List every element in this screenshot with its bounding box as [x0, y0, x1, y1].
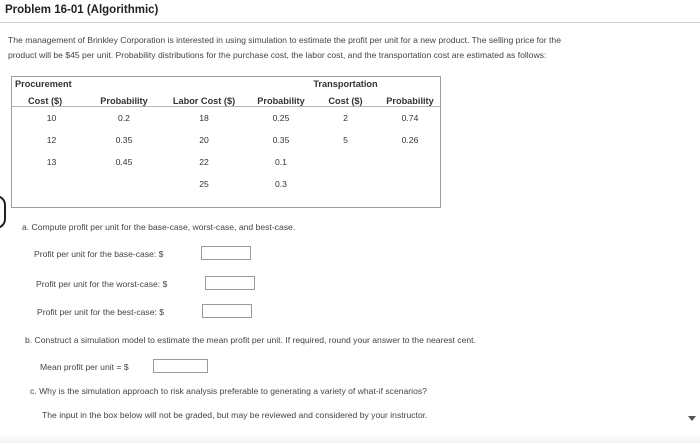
table-cell: 10: [46, 113, 57, 123]
header-probability-1: Probability: [91, 89, 157, 107]
worst-case-input[interactable]: [205, 276, 255, 290]
table-cell: 0.26: [401, 135, 419, 145]
best-case-label: Profit per unit for the best-case: $: [37, 307, 165, 317]
table-cell: [311, 151, 380, 173]
table-cell: 20: [199, 135, 209, 145]
scroll-down-arrow-icon[interactable]: [688, 416, 696, 421]
title-divider: [0, 22, 700, 23]
part-c-prompt: c. Why is the simulation approach to risk analysis preferable to generating a variety of what-if scenarios?: [30, 386, 427, 396]
part-b-prompt: b. Construct a simulation model to estimate the mean profit per unit. If required, round your answer to the nearest cent.: [25, 335, 476, 345]
table-cell: 12: [46, 135, 57, 145]
mean-profit-label: Mean profit per unit = $: [40, 362, 129, 372]
best-case-input[interactable]: [202, 304, 252, 318]
header-procurement-cost: Cost ($): [12, 89, 91, 107]
table-row: [12, 151, 440, 173]
page-bottom-edge: [0, 435, 700, 443]
table-cell: 0.35: [115, 135, 133, 145]
header-probability-3: Probability: [380, 89, 440, 107]
table-cell: 0.25: [272, 113, 290, 123]
table-cell: 13: [46, 157, 57, 167]
table-row: [12, 107, 440, 130]
header-transport-cost: Cost ($): [311, 89, 380, 107]
problem-intro: [8, 33, 698, 63]
intro-line-1: The management of Brinkley Corporation is interested in using simulation to estimate the profit per unit for a new product. The selling price for the: [8, 35, 561, 45]
table-cell: 0.45: [115, 157, 133, 167]
header-transportation: Transportation: [313, 79, 378, 89]
table-cell: 18: [199, 113, 209, 123]
part-c-note: The input in the box below will not be graded, but may be reviewed and considered by your instructor.: [42, 410, 428, 420]
table-row: [12, 129, 440, 151]
table-cell: 0.35: [272, 135, 290, 145]
table-cell: 0.3: [275, 179, 287, 189]
intro-line-2: product will be $45 per unit. Probability distributions for the purchase cost, the labor cost, and the transportation cost are estimated as follows:: [8, 50, 547, 60]
mean-profit-input[interactable]: [153, 359, 208, 373]
table-cell: [380, 173, 440, 195]
table-cell: [380, 151, 440, 173]
probability-distribution-table: [11, 76, 441, 208]
table-cell: [311, 173, 380, 195]
worst-case-label: Profit per unit for the worst-case: $: [36, 279, 168, 289]
table-cell: 2: [343, 113, 348, 123]
table-cell: [12, 173, 91, 195]
table-cell: 0.74: [401, 113, 419, 123]
table-cell: 5: [343, 135, 348, 145]
part-a-prompt: a. Compute profit per unit for the base-case, worst-case, and best-case.: [22, 222, 296, 232]
table-cell: [91, 173, 157, 195]
base-case-input[interactable]: [201, 246, 251, 260]
table-cell: 25: [199, 179, 209, 189]
table-cell: 0.2: [118, 113, 130, 123]
table-cell: 22: [199, 157, 209, 167]
base-case-label: Profit per unit for the base-case: $: [34, 249, 164, 259]
margin-bracket-mark: [0, 195, 6, 229]
header-procurement: Procurement: [15, 79, 72, 89]
problem-title: Problem 16-01 (Algorithmic): [5, 4, 159, 16]
table-row: [12, 173, 440, 195]
header-labor-cost: Labor Cost ($): [157, 89, 251, 107]
table-cell: 0.1: [275, 157, 287, 167]
header-probability-2: Probability: [251, 89, 311, 107]
